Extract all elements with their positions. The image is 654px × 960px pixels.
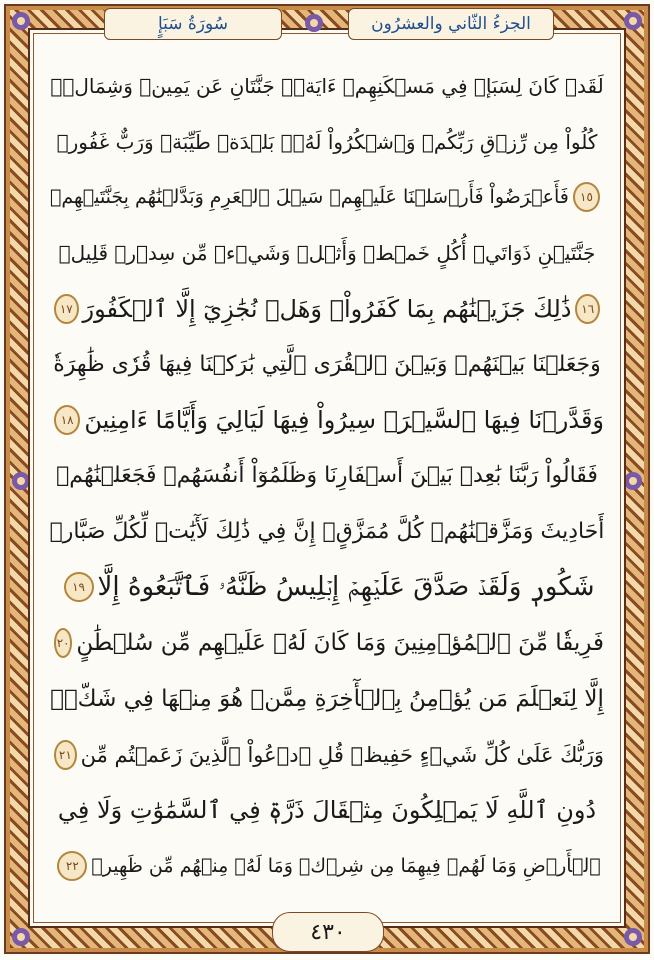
- ayah-number-marker: ١٥: [573, 182, 600, 212]
- page-number: ٤٣٠: [272, 912, 384, 952]
- verse-line: [50, 560, 604, 616]
- ayah-number-marker: ١٦: [575, 294, 600, 324]
- verse-line-text: فَرِيقٗا مِّنَ ٱلۡمُؤۡمِنِينَ وَمَا كَانَ لَهُۥ عَلَيۡهِم مِّن سُلۡطَٰنٍ: [76, 630, 604, 657]
- ayah-number-marker: ١٩: [64, 572, 94, 602]
- ayah-number-marker: ٢٠: [54, 628, 72, 658]
- header-flower-icon: [303, 12, 325, 34]
- verse-line-text: وَجَعَلۡنَا بَيۡنَهُمۡ وَبَيۡنَ ٱلۡقُرَى ٱلَّتِي بَٰرَكۡنَا فِيهَا قُرٗى ظَٰهِرَةٗ: [53, 352, 601, 378]
- juz-title: الجزءُ الثّاني والعشرُون: [348, 8, 554, 40]
- ayah-number-marker: ٢٢: [57, 851, 87, 881]
- verse-line: [50, 169, 604, 225]
- verse-line-text: دُونِ ٱللَّهِ لَا يَمۡلِكُونَ مِثۡقَالَ ذَرَّةٖ فِي ٱلسَّمَٰوَٰتِ وَلَا فِي: [57, 796, 597, 825]
- verse-line: [50, 671, 604, 727]
- verse-line-text: شَكُورٖ وَلَقَدۡ صَدَّقَ عَلَيۡهِمۡ إِبۡلِيسُ ظَنَّهُۥ فَٱتَّبَعُوهُ إِلَّا: [97, 571, 595, 602]
- verse-line: [50, 448, 604, 504]
- verse-line: [50, 838, 604, 894]
- verse-line: [50, 114, 604, 170]
- verse-line-text: ذَٰلِكَ جَزَيۡنَٰهُم بِمَا كَفَرُواْۖ وَهَلۡ نُجَٰزِيٓ إِلَّا ٱلۡكَفُورَ: [82, 294, 572, 323]
- verse-line-text: إِلَّا لِنَعۡلَمَ مَن يُؤۡمِنُ بِٱلۡأٓخِرَةِ مِمَّنۡ هُوَ مِنۡهَا فِي شَكّٖۗ: [50, 685, 604, 712]
- flower-ornament-icon: [10, 926, 32, 948]
- verse-line-text: وَقَدَّرۡنَا فِيهَا ٱلسَّيۡرَۖ سِيرُواْ فِيهَا لَيَالِيَ وَأَيَّامًا ءَامِنِينَ: [84, 406, 604, 435]
- flower-ornament-icon: [622, 926, 644, 948]
- verse-text-area: [50, 58, 604, 894]
- verse-line-text: جَنَّتَيۡنِ ذَوَاتَيۡ أُكُلٍ خَمۡطٖ وَأَثۡلٖ وَشَيۡءٖ مِّن سِدۡرٖ قَلِيلٖ: [58, 241, 596, 266]
- verse-line: [50, 281, 604, 337]
- verse-line-text: فَأَعۡرَضُواْ فَأَرۡسَلۡنَا عَلَيۡهِمۡ سَيۡلَ ٱلۡعَرِمِ وَبَدَّلۡنَٰهُم بِجَنَّتَيۡهِمۡ: [50, 186, 569, 209]
- verse-line: [50, 392, 604, 448]
- verse-line-text: ٱلۡأَرۡضِ وَمَا لَهُمۡ فِيهِمَا مِن شِرۡكٖ وَمَا لَهُۥ مِنۡهُم مِّن ظَهِيرٖ: [91, 855, 601, 878]
- verse-line-text: لَقَدۡ كَانَ لِسَبَإٖ فِي مَسۡكَنِهِمۡ ءَايَةٞۖ جَنَّتَانِ عَن يَمِينٖ وَشِمَالٖۖ: [50, 73, 604, 98]
- verse-line: [50, 225, 604, 281]
- verse-line: [50, 504, 604, 560]
- verse-line-text: أَحَادِيثَ وَمَزَّقۡنَٰهُمۡ كُلَّ مُمَزَّقٍۚ إِنَّ فِي ذَٰلِكَ لَأٓيَٰتٖ لِّكُلِّ صَبَّارٖ: [50, 519, 604, 545]
- verse-line-text: كُلُواْ مِن رِّزۡقِ رَبِّكُمۡ وَٱشۡكُرُواْ لَهُۥۚ بَلۡدَةٞ طَيِّبَةٞ وَرَبٌّ غَفُورٞ: [56, 129, 598, 154]
- verse-line-text: فَقَالُواْ رَبَّنَا بَٰعِدۡ بَيۡنَ أَسۡفَارِنَا وَظَلَمُوٓاْ أَنفُسَهُمۡ فَجَعَلۡنَٰهُمۡ: [56, 463, 598, 489]
- verse-line: [50, 58, 604, 114]
- verse-line: [50, 337, 604, 393]
- verse-line-text: وَرَبُّكَ عَلَىٰ كُلِّ شَيۡءٍ حَفِيظٞ قُلِ ٱدۡعُواْ ٱلَّذِينَ زَعَمۡتُم مِّن: [80, 742, 604, 767]
- ayah-number-marker: ٢١: [54, 740, 77, 770]
- ayah-number-marker: ١٨: [54, 405, 80, 435]
- verse-line: [50, 615, 604, 671]
- ayah-number-marker: ١٧: [54, 294, 79, 324]
- verse-line: [50, 727, 604, 783]
- surah-title: سُورَةُ سَبَإٍ: [104, 8, 282, 40]
- verse-line: [50, 783, 604, 839]
